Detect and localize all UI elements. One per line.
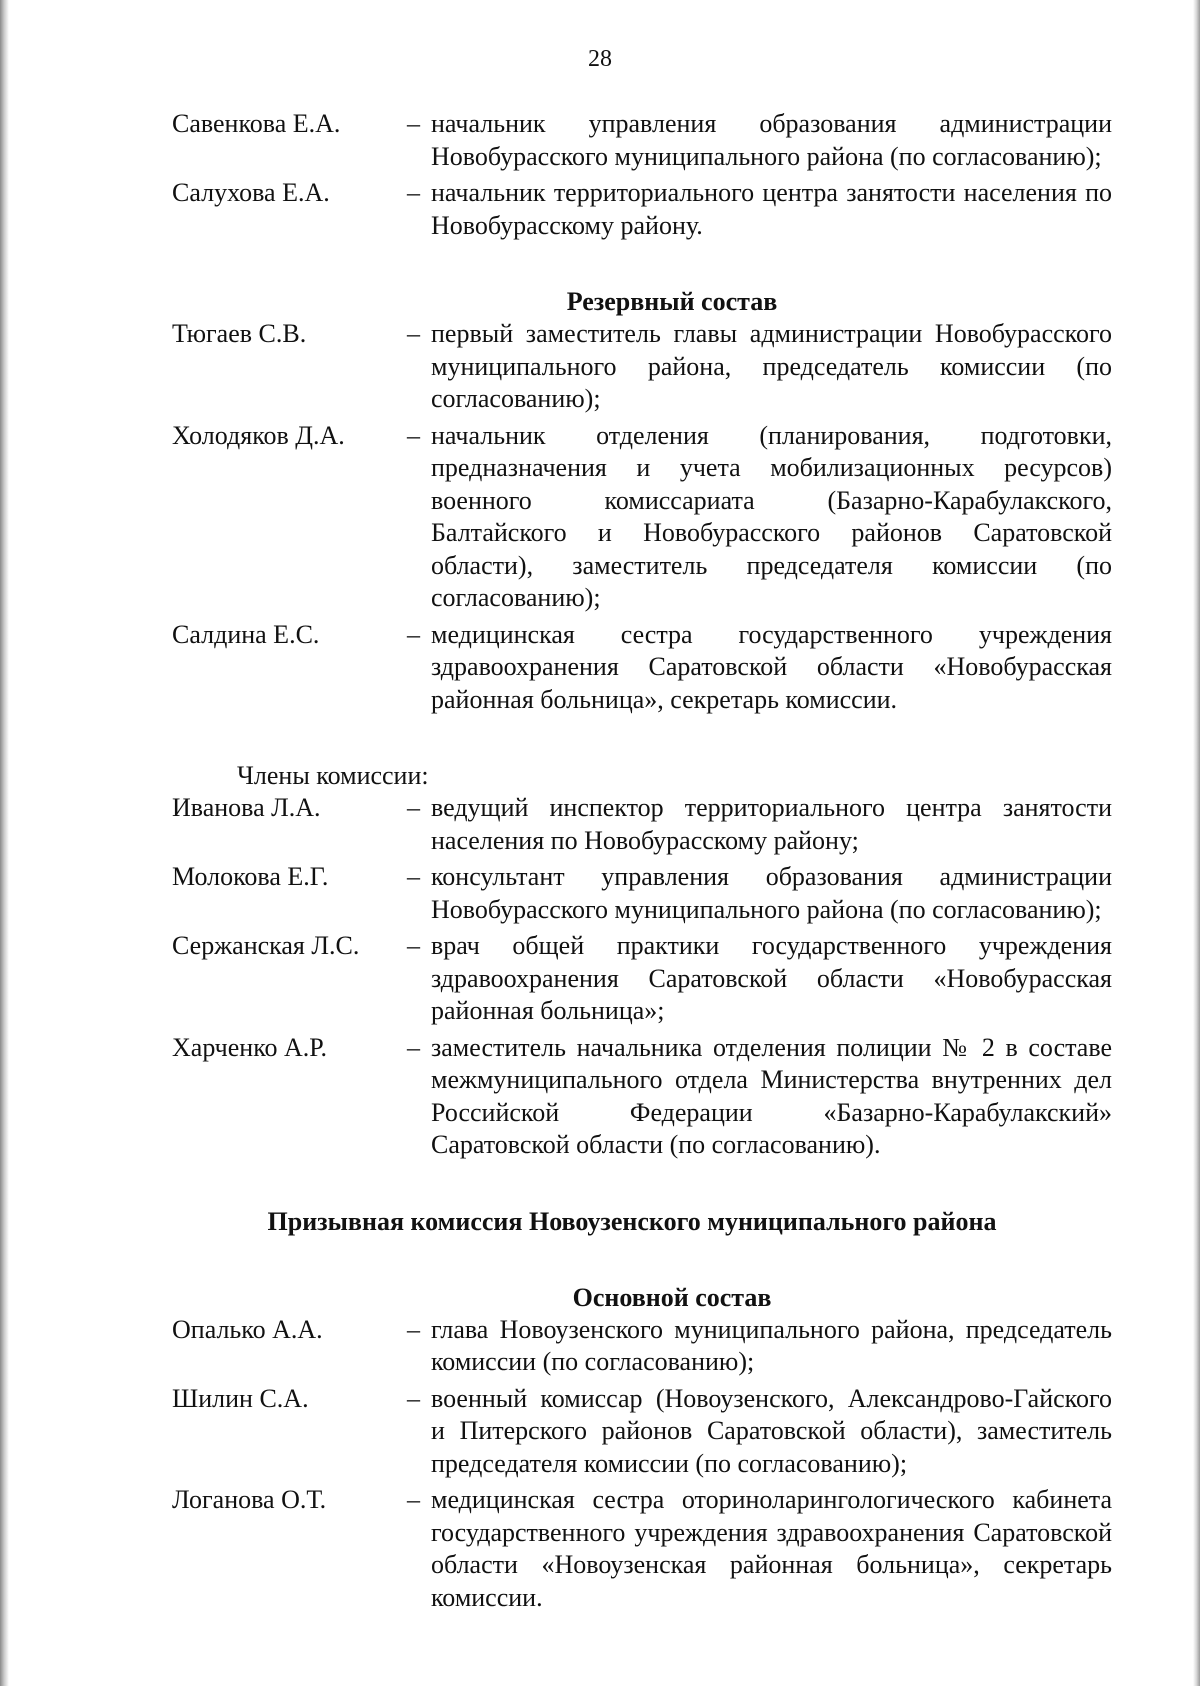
member-name: Салдина Е.С.	[172, 619, 320, 649]
document-body	[172, 108, 1112, 1614]
member-description: консультант управления образования администрации Новобурасского муниципального района (по согласованию);	[431, 862, 1112, 924]
member-description: глава Новоузенского муниципального района, председатель комиссии (по согласованию);	[431, 1314, 1112, 1376]
member-description: начальник территориального центра занятости населения по Новобурасскому району.	[431, 178, 1112, 240]
commission-title: Призывная комиссия Новоузенского муниципального района	[267, 1206, 997, 1236]
dash: –	[407, 862, 420, 891]
member-name: Харченко А.Р.	[172, 1032, 327, 1062]
member-entry	[172, 930, 1112, 1028]
dash: –	[407, 420, 420, 450]
member-entry	[172, 619, 1112, 717]
dash: –	[407, 1383, 420, 1413]
dash: –	[407, 178, 420, 207]
dash: –	[407, 619, 420, 649]
member-name: Логанова О.Т.	[172, 1485, 327, 1514]
member-description: врач общей практики государственного учреждения здравоохранения Саратовской области «Новобурасская районная больница»;	[431, 931, 1112, 1025]
member-description: военный комиссар (Новоузенского, Александрово-Гайского и Питерского районов Саратовской области), заместитель председателя комиссии (по согласованию);	[431, 1383, 1112, 1478]
member-description: заместитель начальника отделения полиции № 2 в составе межмуниципального отдела Министерства внутренних дел Российской Федерации «Базарно-Карабулакский» Саратовской области (по согласованию).	[431, 1032, 1112, 1159]
member-entry	[172, 861, 1112, 926]
member-entry	[172, 177, 1112, 242]
member-name: Молокова Е.Г.	[172, 862, 329, 891]
member-name: Опалько А.А.	[172, 1314, 323, 1344]
dash: –	[407, 793, 420, 822]
member-description: первый заместитель главы администрации Новобурасского муниципального района, председатель комиссии (по согласованию);	[431, 319, 1112, 413]
reserve-heading: Резервный состав	[566, 287, 778, 316]
member-description: медицинская сестра оториноларингологического кабинета государственного учреждения здравоохранения Саратовской области «Новоузенская районная больница», секретарь комиссии.	[431, 1485, 1112, 1612]
member-entry	[172, 318, 1112, 416]
page-number: 28	[588, 46, 612, 72]
member-name: Иванова Л.А.	[172, 793, 321, 822]
dash: –	[407, 109, 420, 138]
member-name: Салухова Е.А.	[172, 178, 330, 207]
member-description: начальник отделения (планирования, подготовки, предназначения и учета мобилизационных ресурсов) военного комиссариата (Базарно-Карабулакского, Балтайского и Новобурасского районов Саратовской области), заместитель председателя комиссии (по согласованию);	[431, 420, 1112, 612]
member-name: Савенкова Е.А.	[172, 109, 341, 138]
member-entry	[172, 1383, 1112, 1481]
member-entry	[172, 1314, 1112, 1379]
member-description: ведущий инспектор территориального центра занятости населения по Новобурасскому району;	[431, 793, 1112, 855]
member-entry	[172, 420, 1112, 615]
member-entry	[172, 1032, 1112, 1162]
member-entry	[172, 108, 1112, 173]
member-entry	[172, 1484, 1112, 1614]
members-label: Члены комиссии:	[237, 761, 429, 790]
member-name: Шилин С.А.	[172, 1383, 309, 1413]
dash: –	[407, 319, 420, 348]
scan-edge-left	[0, 0, 9, 1686]
scan-edge-right	[1193, 0, 1200, 1686]
main-heading: Основной состав	[572, 1282, 772, 1312]
member-name: Холодяков Д.А.	[172, 420, 345, 450]
dash: –	[407, 1485, 420, 1514]
dash: –	[407, 1314, 420, 1344]
member-name: Тюгаев С.В.	[172, 319, 307, 348]
member-entry	[172, 792, 1112, 857]
dash: –	[407, 1032, 420, 1062]
member-name: Сержанская Л.С.	[172, 931, 360, 960]
dash: –	[407, 931, 420, 960]
member-description: начальник управления образования администрации Новобурасского муниципального района (по согласованию);	[431, 109, 1112, 171]
member-description: медицинская сестра государственного учреждения здравоохранения Саратовской области «Новобурасская районная больница», секретарь комиссии.	[431, 619, 1112, 714]
